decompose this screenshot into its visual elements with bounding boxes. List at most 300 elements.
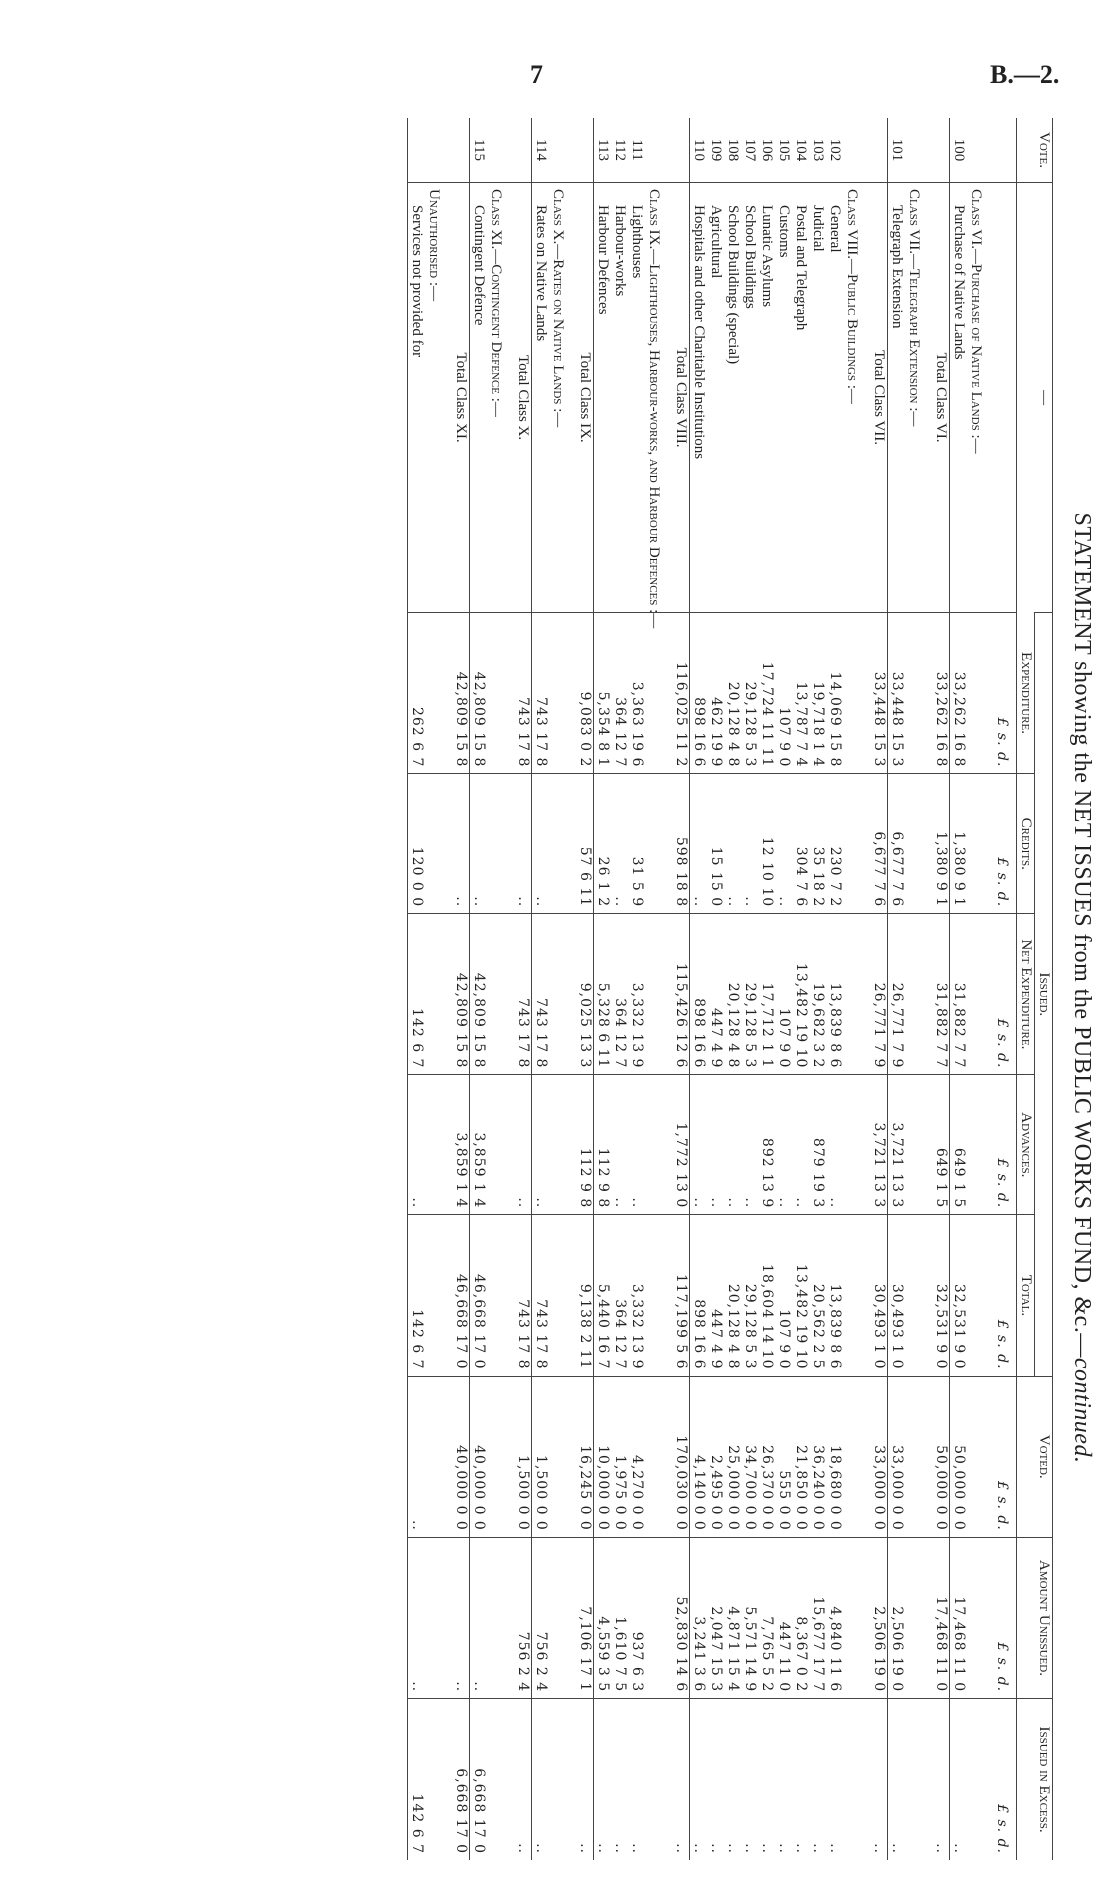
amount-cred: .. (724, 774, 741, 914)
table-row (826, 118, 843, 1860)
spacer-row (922, 118, 932, 1860)
amount-exc: .. (514, 1699, 532, 1860)
amount-net: 31,882 7 7 (950, 914, 968, 1075)
vote-number: 115 (471, 139, 487, 161)
amount-cred: 1,380 9 1 (932, 774, 950, 914)
amount-net: 142 6 7 (408, 914, 426, 1075)
amount-exc: .. (628, 1699, 645, 1860)
amount-tot: 5,440 16 7 (594, 1215, 612, 1376)
amount-un: 17,468 11 0 (950, 1537, 968, 1698)
amount-exp: 462 19 9 (707, 613, 724, 774)
amount-exp: 42,809 15 8 (470, 613, 488, 774)
amount-un: 7,106 17 1 (576, 1537, 594, 1698)
amount-adv: 3,721 13 3 (870, 1075, 888, 1215)
row-label: Harbour Defences (594, 183, 612, 613)
amount-voted: .. (408, 1376, 426, 1537)
amount-adv: .. (826, 1075, 843, 1215)
table-row (792, 118, 809, 1860)
amount-exc: .. (672, 1699, 690, 1860)
amount-adv: .. (741, 1075, 758, 1215)
class-heading-row (843, 118, 860, 1860)
amount-adv: 3,721 13 3 (888, 1075, 906, 1215)
vote-number: 107 (742, 138, 758, 162)
amount-un: 52,830 14 6 (672, 1537, 690, 1698)
amount-tot: 142 6 7 (408, 1215, 426, 1376)
table-row (470, 118, 488, 1860)
amount-cred: 6,677 7 6 (870, 774, 888, 914)
amount-voted: 36,240 0 0 (809, 1376, 826, 1537)
amount-net: 42,809 15 8 (470, 914, 488, 1075)
amount-net: 17,712 1 1 (758, 914, 775, 1075)
amount-un: 4,871 15 4 (724, 1537, 741, 1698)
amount-tot: 20,128 4 8 (724, 1215, 741, 1376)
header-blank: — (1017, 183, 1053, 613)
amount-un: 2,506 19 0 (870, 1537, 888, 1698)
amount-cred: 12 10 10 (758, 774, 775, 914)
table-row (611, 118, 628, 1860)
row-label: Lighthouses (628, 183, 645, 613)
amount-exc: .. (741, 1699, 758, 1860)
spacer-row (566, 118, 576, 1860)
amount-exp: 19,718 1 4 (809, 613, 826, 774)
amount-exp: 33,262 16 8 (932, 613, 950, 774)
amount-exc: 6,668 17 0 (452, 1699, 470, 1860)
amount-tot: 46,668 17 0 (470, 1215, 488, 1376)
amount-net: 898 16 6 (690, 914, 708, 1075)
amount-voted: 4,140 0 0 (690, 1376, 708, 1537)
table-row (724, 118, 741, 1860)
amount-adv: .. (532, 1075, 550, 1215)
amount-tot: 13,839 8 6 (826, 1215, 843, 1376)
amount-exc: .. (809, 1699, 826, 1860)
class-heading: Class X.—Rates on Native Lands :— (549, 183, 566, 613)
amount-adv: .. (628, 1075, 645, 1215)
amount-cred: .. (775, 774, 792, 914)
unit-cell: £ s. d. (994, 774, 1017, 914)
amount-exp: 898 16 6 (690, 613, 708, 774)
row-label: Hospitals and other Charitable Institutions (690, 183, 708, 613)
amount-cred: 598 18 8 (672, 774, 690, 914)
vote-number: 110 (691, 139, 707, 161)
net-issues-table (407, 118, 1053, 1860)
vote-number: 114 (533, 139, 549, 161)
amount-cred: .. (452, 774, 470, 914)
class-heading: Class IX.—Lighthouses, Harbour-works, and Harbour Defences :— (645, 183, 662, 613)
amount-exc: .. (826, 1699, 843, 1860)
amount-voted: 25,000 0 0 (724, 1376, 741, 1537)
amount-adv: .. (514, 1075, 532, 1215)
amount-tot: 364 12 7 (611, 1215, 628, 1376)
amount-un: 756 2 4 (532, 1537, 550, 1698)
amount-un: 937 6 3 (628, 1537, 645, 1698)
amount-adv: .. (775, 1075, 792, 1215)
amount-exp: 364 12 7 (611, 613, 628, 774)
table-body (408, 118, 1017, 1860)
spacer-row (860, 118, 870, 1860)
amount-adv: 892 13 9 (758, 1075, 775, 1215)
vote-number: 108 (725, 138, 741, 162)
table-row (594, 118, 612, 1860)
amount-adv: .. (690, 1075, 708, 1215)
amount-adv: 112 9 8 (594, 1075, 612, 1215)
amount-cred: 31 5 9 (628, 774, 645, 914)
amount-adv: .. (724, 1075, 741, 1215)
vote-number: 109 (708, 138, 724, 162)
amount-exc: .. (707, 1699, 724, 1860)
amount-adv: 3,859 1 4 (470, 1075, 488, 1215)
amount-un: .. (470, 1537, 488, 1698)
amount-tot: 3,332 13 9 (628, 1215, 645, 1376)
row-label: Total Class VI. (932, 183, 950, 613)
amount-un: 2,047 15 3 (707, 1537, 724, 1698)
unit-cell: £ s. d. (994, 914, 1017, 1075)
amount-tot: 107 9 0 (775, 1215, 792, 1376)
amount-cred: 35 18 2 (809, 774, 826, 914)
amount-voted: 1,500 0 0 (514, 1376, 532, 1537)
amount-cred: 120 0 0 (408, 774, 426, 914)
class-heading-row (549, 118, 566, 1860)
vote-number: 105 (776, 138, 792, 162)
amount-voted: 26,370 0 0 (758, 1376, 775, 1537)
row-label: Telegraph Extension (888, 183, 906, 613)
statement-title (1068, 188, 1095, 1788)
total-row (576, 118, 594, 1860)
amount-net: 29,128 5 3 (741, 914, 758, 1075)
amount-net: 19,682 3 2 (809, 914, 826, 1075)
amount-exp: 14,069 15 8 (826, 613, 843, 774)
amount-net: 743 17 8 (514, 914, 532, 1075)
amount-net: 26,771 7 9 (870, 914, 888, 1075)
amount-exc: .. (870, 1699, 888, 1860)
amount-exc: .. (611, 1699, 628, 1860)
amount-net: 447 4 9 (707, 914, 724, 1075)
table-row (690, 118, 708, 1860)
row-label: Total Class VIII. (672, 183, 690, 613)
row-label: School Buildings (741, 183, 758, 613)
row-label: Purchase of Native Lands (950, 183, 968, 613)
class-heading: Unauthorised :— (425, 183, 442, 613)
amount-voted: 2,495 0 0 (707, 1376, 724, 1537)
table-row (707, 118, 724, 1860)
amount-voted: 1,975 0 0 (611, 1376, 628, 1537)
spacer-row (984, 118, 994, 1860)
amount-voted: 1,500 0 0 (532, 1376, 550, 1537)
table-row (532, 118, 550, 1860)
amount-exp: 33,448 15 3 (870, 613, 888, 774)
class-heading: Class VII.—Telegraph Extension :— (905, 183, 922, 613)
header-vote: Vote. (1017, 118, 1053, 183)
amount-exc: .. (690, 1699, 708, 1860)
row-label: Total Class XI. (452, 183, 470, 613)
amount-cred: .. (470, 774, 488, 914)
vote-number (514, 118, 532, 183)
amount-exp: 29,128 5 3 (741, 613, 758, 774)
row-label: Total Class IX. (576, 183, 594, 613)
row-label: Judicial (809, 183, 826, 613)
vote-number: 104 (793, 138, 809, 162)
amount-exp: 5,354 8 1 (594, 613, 612, 774)
amount-tot: 29,128 5 3 (741, 1215, 758, 1376)
vote-number: 102 (827, 138, 843, 162)
amount-exp: 743 17 8 (532, 613, 550, 774)
amount-exc: 6,668 17 0 (470, 1699, 488, 1860)
amount-voted: 170,030 0 0 (672, 1376, 690, 1537)
amount-tot: 30,493 1 0 (870, 1215, 888, 1376)
amount-un: .. (452, 1537, 470, 1698)
amount-adv: .. (611, 1075, 628, 1215)
row-label: Customs (775, 183, 792, 613)
unit-cell: £ s. d. (994, 1215, 1017, 1376)
table-row (809, 118, 826, 1860)
amount-tot: 20,562 2 5 (809, 1215, 826, 1376)
amount-voted: 10,000 0 0 (594, 1376, 612, 1537)
amount-un: 756 2 4 (514, 1537, 532, 1698)
amount-net: 9,025 13 3 (576, 914, 594, 1075)
units-row (994, 118, 1017, 1860)
amount-exc: .. (950, 1699, 968, 1860)
amount-cred: .. (741, 774, 758, 914)
total-row (932, 118, 950, 1860)
statement-table-frame (149, 118, 1095, 1860)
class-heading: Class VIII.—Public Buildings :— (843, 183, 860, 613)
amount-un: 5,571 14 9 (741, 1537, 758, 1698)
amount-adv: 649 1 5 (950, 1075, 968, 1215)
amount-cred: 1,380 9 1 (950, 774, 968, 914)
class-heading-row (425, 118, 442, 1860)
amount-un: 4,559 3 5 (594, 1537, 612, 1698)
amount-adv: 3,859 1 4 (452, 1075, 470, 1215)
amount-tot: 447 4 9 (707, 1215, 724, 1376)
amount-exc: .. (888, 1699, 906, 1860)
amount-cred: .. (611, 774, 628, 914)
table-row (888, 118, 906, 1860)
table-row (408, 118, 426, 1860)
amount-un: 15,677 17 7 (809, 1537, 826, 1698)
amount-exp: 17,724 11 11 (758, 613, 775, 774)
amount-net: 13,839 8 6 (826, 914, 843, 1075)
header-excess: Issued in Excess. (1017, 1699, 1053, 1860)
amount-voted: 50,000 0 0 (950, 1376, 968, 1537)
header-credits: Credits. (1017, 774, 1035, 914)
vote-number (932, 118, 950, 183)
amount-un: 3,241 3 6 (690, 1537, 708, 1698)
amount-exp: 33,262 16 8 (950, 613, 968, 774)
amount-tot: 117,199 5 6 (672, 1215, 690, 1376)
amount-net: 5,328 6 11 (594, 914, 612, 1075)
vote-number (576, 118, 594, 183)
amount-cred: .. (532, 774, 550, 914)
amount-exc: .. (775, 1699, 792, 1860)
amount-tot: 898 16 6 (690, 1215, 708, 1376)
total-row (672, 118, 690, 1860)
amount-exp: 13,787 7 4 (792, 613, 809, 774)
amount-exp: 20,128 4 8 (724, 613, 741, 774)
amount-adv: .. (707, 1075, 724, 1215)
vote-number: 103 (810, 138, 826, 162)
amount-un: 4,840 11 6 (826, 1537, 843, 1698)
header-issued: Issued. (1035, 613, 1053, 1376)
amount-voted: 40,000 0 0 (470, 1376, 488, 1537)
header-unissued: Amount Unissued. (1017, 1537, 1053, 1698)
table-row (775, 118, 792, 1860)
row-label: Total Class VII. (870, 183, 888, 613)
vote-number (870, 118, 888, 183)
amount-adv: 879 19 3 (809, 1075, 826, 1215)
amount-cred: .. (690, 774, 708, 914)
amount-exp: 116,025 11 2 (672, 613, 690, 774)
vote-number: 112 (612, 139, 628, 161)
row-label: Postal and Telegraph (792, 183, 809, 613)
amount-exc: .. (724, 1699, 741, 1860)
amount-un: 1,610 7 5 (611, 1537, 628, 1698)
amount-tot: 46,668 17 0 (452, 1215, 470, 1376)
header-expenditure: Expenditure. (1017, 613, 1035, 774)
row-label: Agricultural (707, 183, 724, 613)
row-label: Contingent Defence (470, 183, 488, 613)
amount-cred: 26 1 2 (594, 774, 612, 914)
total-row (870, 118, 888, 1860)
amount-tot: 32,531 9 0 (950, 1215, 968, 1376)
amount-net: 26,771 7 9 (888, 914, 906, 1075)
amount-net: 42,809 15 8 (452, 914, 470, 1075)
class-heading: Class VI.—Purchase of Native Lands :— (967, 183, 984, 613)
amount-cred: 230 7 2 (826, 774, 843, 914)
amount-exp: 9,083 0 2 (576, 613, 594, 774)
amount-voted: 16,245 0 0 (576, 1376, 594, 1537)
row-label: School Buildings (special) (724, 183, 741, 613)
spacer-row (442, 118, 452, 1860)
vote-number (452, 118, 470, 183)
amount-adv: .. (792, 1075, 809, 1215)
amount-voted: 4,270 0 0 (628, 1376, 645, 1537)
amount-adv: .. (408, 1075, 426, 1215)
amount-adv: 112 9 8 (576, 1075, 594, 1215)
amount-tot: 32,531 9 0 (932, 1215, 950, 1376)
amount-exc: 142 6 7 (408, 1699, 426, 1860)
amount-exp: 262 6 7 (408, 613, 426, 774)
amount-exc: .. (594, 1699, 612, 1860)
vote-number (672, 118, 690, 183)
amount-un: 2,506 19 0 (888, 1537, 906, 1698)
amount-cred: 15 15 0 (707, 774, 724, 914)
row-label: General (826, 183, 843, 613)
class-heading: Class XI.—Contingent Defence :— (487, 183, 504, 613)
amount-exc: .. (932, 1699, 950, 1860)
amount-net: 20,128 4 8 (724, 914, 741, 1075)
row-label: Lunatic Asylums (758, 183, 775, 613)
class-heading-row (645, 118, 662, 1860)
table-row (758, 118, 775, 1860)
amount-tot: 743 17 8 (532, 1215, 550, 1376)
total-row (452, 118, 470, 1860)
document-reference: B.—2. (990, 60, 1060, 89)
amount-un: 7,765 5 2 (758, 1537, 775, 1698)
table-row (950, 118, 968, 1860)
amount-cred: 57 6 11 (576, 774, 594, 914)
amount-voted: 50,000 0 0 (932, 1376, 950, 1537)
unit-cell: £ s. d. (994, 1537, 1017, 1698)
table-row (628, 118, 645, 1860)
title-continued: continued. (1069, 1357, 1095, 1464)
amount-voted: 18,680 0 0 (826, 1376, 843, 1537)
amount-exc: .. (758, 1699, 775, 1860)
header-voted: Voted. (1017, 1376, 1053, 1537)
amount-exp: 33,448 15 3 (888, 613, 906, 774)
vote-number: 111 (629, 139, 645, 161)
amount-exc: .. (532, 1699, 550, 1860)
row-label: Total Class X. (514, 183, 532, 613)
amount-voted: 33,000 0 0 (888, 1376, 906, 1537)
amount-net: 364 12 7 (611, 914, 628, 1075)
unit-cell: £ s. d. (994, 1699, 1017, 1860)
amount-tot: 743 17 8 (514, 1215, 532, 1376)
amount-exc: .. (792, 1699, 809, 1860)
amount-adv: 1,772 13 0 (672, 1075, 690, 1215)
unit-cell: £ s. d. (994, 1075, 1017, 1215)
amount-net: 107 9 0 (775, 914, 792, 1075)
vote-number: 100 (951, 138, 967, 162)
amount-tot: 13,482 19 10 (792, 1215, 809, 1376)
title-main: STATEMENT showing the NET ISSUES from the PUBLIC WORKS FUND, &c.— (1069, 512, 1095, 1358)
amount-exp: 107 9 0 (775, 613, 792, 774)
header-advances: Advances. (1017, 1075, 1035, 1215)
class-heading-row (487, 118, 504, 1860)
amount-cred: 304 7 6 (792, 774, 809, 914)
amount-exp: 3,363 19 6 (628, 613, 645, 774)
amount-cred: .. (514, 774, 532, 914)
amount-un: 8,367 0 2 (792, 1537, 809, 1698)
table-row (741, 118, 758, 1860)
amount-net: 31,882 7 7 (932, 914, 950, 1075)
amount-adv: 649 1 5 (932, 1075, 950, 1215)
amount-net: 743 17 8 (532, 914, 550, 1075)
amount-exc: .. (576, 1699, 594, 1860)
amount-exp: 743 17 8 (514, 613, 532, 774)
amount-tot: 9,138 2 11 (576, 1215, 594, 1376)
amount-un: .. (408, 1537, 426, 1698)
row-label: Harbour-works (611, 183, 628, 613)
amount-voted: 40,000 0 0 (452, 1376, 470, 1537)
page-number: 7 (530, 60, 543, 89)
amount-cred: 6,677 7 6 (888, 774, 906, 914)
amount-net: 13,482 19 10 (792, 914, 809, 1075)
amount-voted: 33,000 0 0 (870, 1376, 888, 1537)
header-net: Net Expenditure. (1017, 914, 1035, 1075)
unit-cell: £ s. d. (994, 613, 1017, 774)
amount-net: 3,332 13 9 (628, 914, 645, 1075)
class-heading-row (905, 118, 922, 1860)
spacer-row (504, 118, 514, 1860)
amount-voted: 555 0 0 (775, 1376, 792, 1537)
class-heading-row (967, 118, 984, 1860)
vote-number (408, 118, 426, 183)
unit-cell: £ s. d. (994, 1376, 1017, 1537)
amount-tot: 18,604 14 10 (758, 1215, 775, 1376)
amount-exp: 42,809 15 8 (452, 613, 470, 774)
amount-tot: 30,493 1 0 (888, 1215, 906, 1376)
amount-un: 447 11 0 (775, 1537, 792, 1698)
spacer-row (662, 118, 672, 1860)
row-label: Services not provided for (408, 183, 426, 613)
vote-number: 106 (759, 138, 775, 162)
vote-number: 101 (889, 138, 905, 162)
vote-number: 113 (595, 139, 611, 161)
amount-voted: 21,850 0 0 (792, 1376, 809, 1537)
amount-un: 17,468 11 0 (932, 1537, 950, 1698)
row-label: Rates on Native Lands (532, 183, 550, 613)
amount-net: 115,426 12 6 (672, 914, 690, 1075)
amount-voted: 34,700 0 0 (741, 1376, 758, 1537)
